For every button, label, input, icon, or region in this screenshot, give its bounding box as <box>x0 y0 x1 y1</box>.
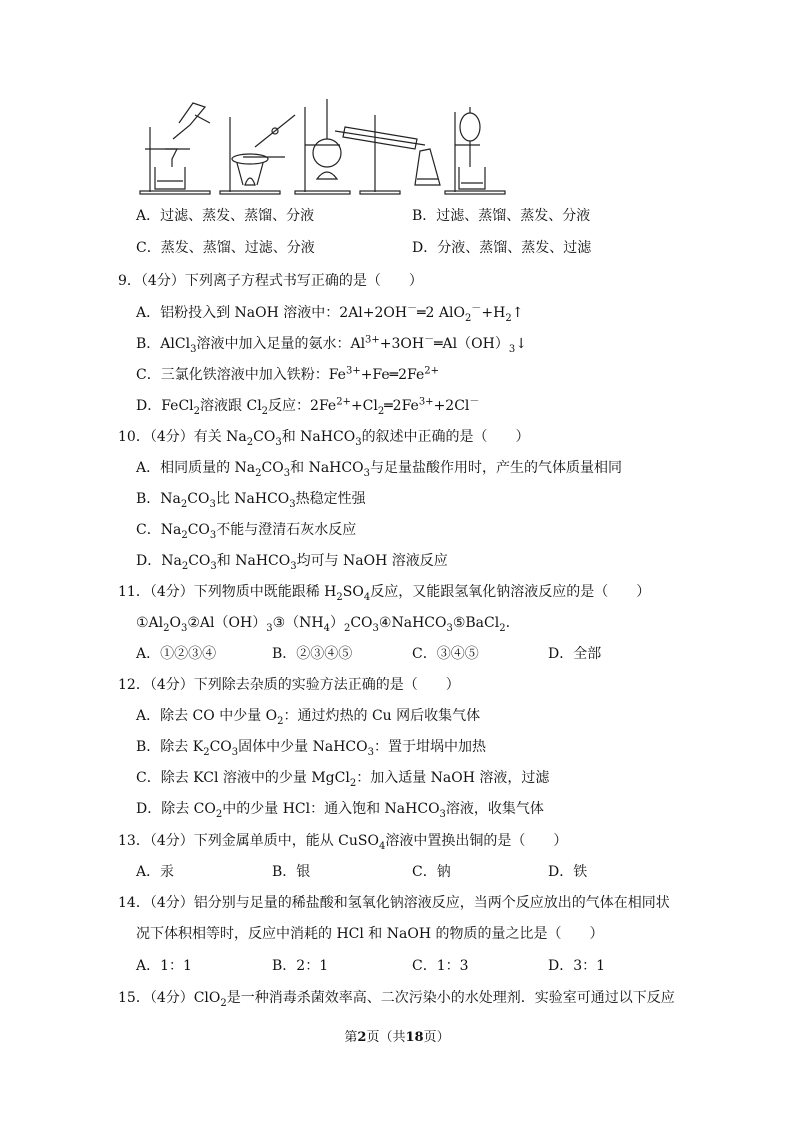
q11-option-a: A．①②③④ <box>136 646 217 662</box>
q10-option-a: A．相同质量的 $Na_2CO_3$和 NaHCO$_3$与足量盐酸作用时，产生的气体质量相同 <box>136 460 622 479</box>
q11-substances: $①Al_2O_3②Al(OH)_3③(NH_4)_2CO_3④NaHCO_3⑤BaCl_2$. <box>136 615 511 634</box>
q15-stem: 15．（4分）ClO$_2$是一种消毒杀菌效率高、二次污染小的水处理剂．实验室可通过以下反应 <box>118 990 675 1009</box>
q13-option-d: D．铁 <box>548 864 588 880</box>
q14-option-c: C．1：3 <box>412 958 469 974</box>
q11-option-c: C．③④⑤ <box>412 646 479 662</box>
q9-stem: 9．（4分）下列离子方程式书写正确的是（ ） <box>118 273 423 289</box>
q8-option-d: D．分液、蒸馏、蒸发、过滤 <box>412 240 592 256</box>
q8-option-c: C．蒸发、蒸馏、过滤、分液 <box>136 240 315 256</box>
q13-option-c: C．钠 <box>412 864 451 880</box>
q13-option-a: A．汞 <box>136 864 175 880</box>
q9-option-a: A．铝粉投入到 NaOH 溶液中：2Al+2OH－═2 $AlO_2^-+H_2↑$ <box>136 303 524 324</box>
q12-option-a: A．除去 CO 中少量 $O_2$：通过灼热的 Cu 网后收集气体 <box>136 708 481 727</box>
q10-stem: 10．（4分）有关 $Na_2CO_3$和 NaHCO$_3$的叙述中正确的是（ ） <box>118 429 530 448</box>
q13-option-b: B．银 <box>272 864 311 880</box>
q9-option-d: D．FeCl$_2$溶液跟 $Cl_2$反应：$2Fe^{2+}+Cl_2═2Fe^{3+}+2Cl^-$ <box>136 396 480 417</box>
page-footer: 第2页（共18页） <box>344 1030 450 1045</box>
q14-stem-line2: 况下体积相等时，反应中消耗的 HCl 和 NaOH 的物质的量之比是（ ） <box>136 926 604 942</box>
q12-option-c: C．除去 KCl 溶液中的少量 MgCl$_2$：加入适量 NaOH 溶液，过滤 <box>136 770 550 789</box>
q13-stem: 13．（4分）下列金属单质中，能从 CuSO$_4$溶液中置换出铜的是（ ） <box>118 833 568 852</box>
q14-stem-line1: 14．（4分）铝分别与足量的稀盐酸和氢氧化钠溶液反应，当两个反应放出的气体在相同状 <box>118 895 670 911</box>
q11-option-b: B．②③④⑤ <box>272 646 353 662</box>
separatory-funnel-apparatus <box>445 107 505 194</box>
q14-option-a: A．1：1 <box>136 958 192 974</box>
q11-option-d: D．全部 <box>548 646 602 662</box>
evaporation-apparatus <box>220 115 295 194</box>
q12-stem: 12．（4分）下列除去杂质的实验方法正确的是（ ） <box>118 677 460 693</box>
q9-option-b: B．AlCl$_3$溶液中加入足量的氨水：$Al^{3+}+3OH^-═Al(OH)_3↓$ <box>136 334 527 355</box>
q12-option-d: D．除去 $CO_2$中的少量 HCl：通入饱和 NaHCO$_3$溶液，收集气体 <box>136 801 544 820</box>
receiver-flask <box>415 149 440 185</box>
q8-option-b: B．过滤、蒸馏、蒸发、分液 <box>412 208 591 224</box>
distillation-apparatus <box>295 99 425 194</box>
q10-option-b: B．$Na_2CO_3$比 NaHCO$_3$热稳定性强 <box>136 491 366 510</box>
filtration-apparatus <box>140 103 210 194</box>
q11-stem: 11．（4分）下列物质中既能跟稀 $H_2SO_4$反应，又能跟氢氧化钠溶液反应的是（ ） <box>118 584 651 603</box>
q14-option-d: D．3：1 <box>548 958 606 974</box>
q14-option-b: B．2：1 <box>272 958 329 974</box>
q10-option-c: C．$Na_2CO_3$不能与澄清石灰水反应 <box>136 522 357 541</box>
q9-option-c: C．三氯化铁溶液中加入铁粉：$Fe^{3+}+Fe═2Fe^{2+}$ <box>136 365 439 383</box>
q8-option-a: A．过滤、蒸发、蒸馏、分液 <box>136 208 315 224</box>
q12-option-b: B．除去 $K_2CO_3$固体中少量 NaHCO$_3$：置于坩埚中加热 <box>136 739 486 758</box>
q10-option-d: D．$Na_2CO_3$和 NaHCO$_3$均可与 NaOH 溶液反应 <box>136 553 448 572</box>
apparatus-figure <box>135 97 655 197</box>
